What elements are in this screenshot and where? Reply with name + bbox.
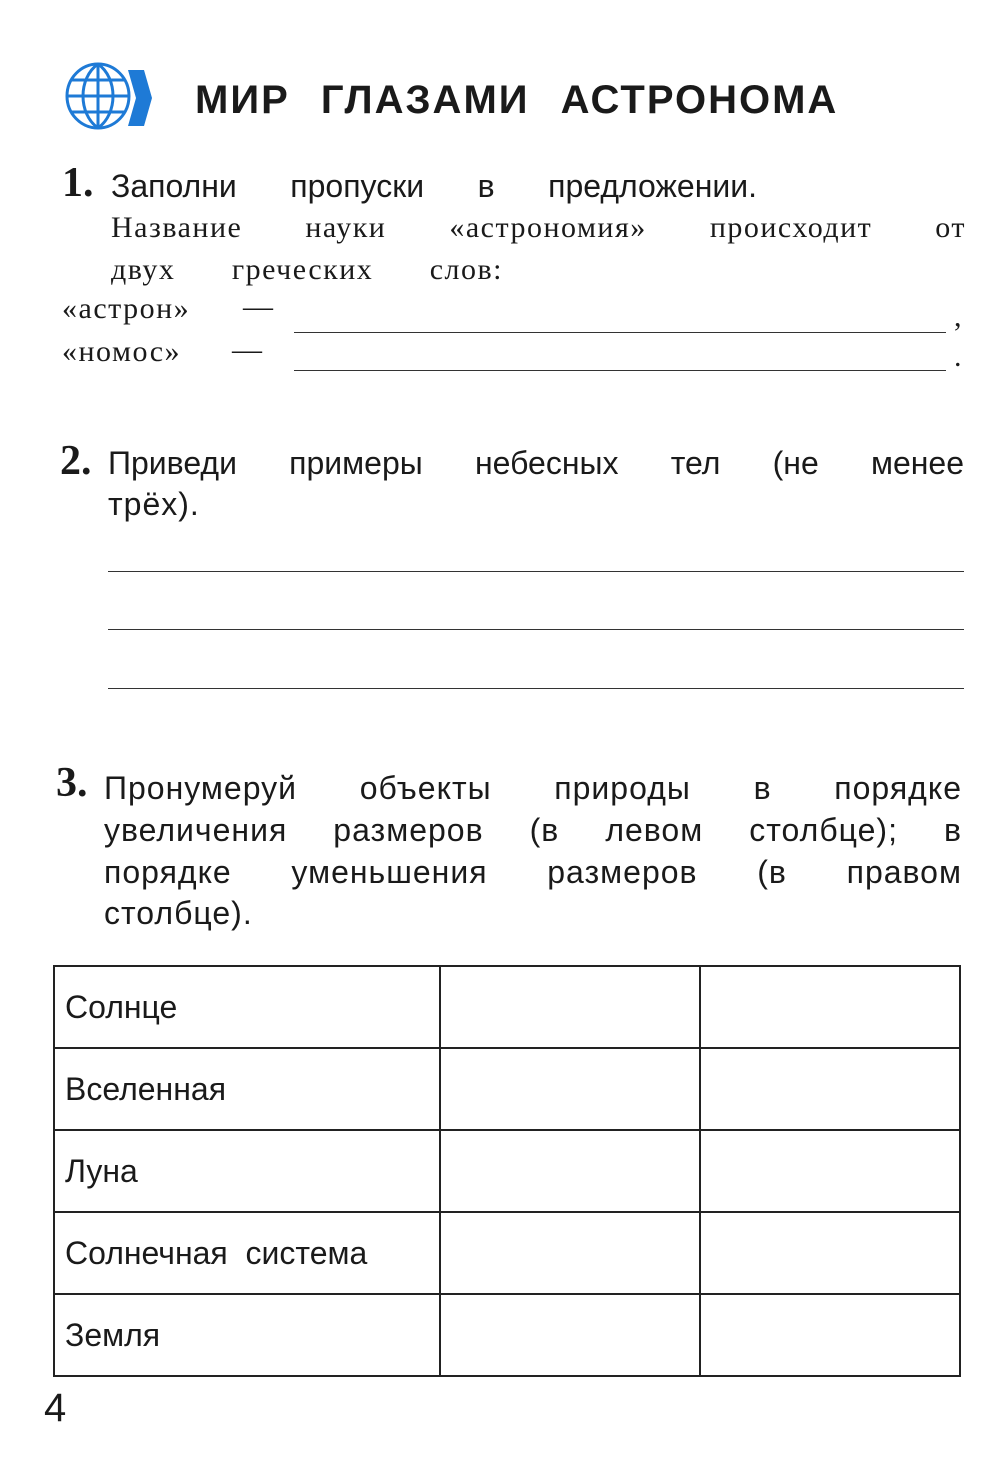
word: науки — [305, 211, 387, 244]
task-3-instruction-line-2 — [104, 810, 962, 850]
answer-line-astron[interactable] — [294, 332, 946, 333]
word: (не — [772, 445, 819, 481]
word: небесных — [474, 445, 619, 481]
word: происходит — [709, 211, 873, 244]
period: . — [954, 340, 962, 373]
increasing-order-cell[interactable] — [440, 1294, 700, 1376]
task-1-number: 1. — [62, 160, 94, 206]
word: предложении. — [548, 168, 757, 204]
object-name: Вселенная — [54, 1048, 440, 1130]
word: столбце); — [749, 812, 898, 848]
word: «астрономия» — [449, 211, 647, 244]
word: Название — [111, 211, 243, 244]
globe-arrow-icon — [62, 60, 154, 136]
word: объекты — [359, 770, 492, 806]
object-name: Луна — [54, 1130, 440, 1212]
increasing-order-cell[interactable] — [440, 1048, 700, 1130]
word: левом — [605, 812, 704, 848]
table-row — [54, 1048, 960, 1130]
task-1-sentence-line-1 — [111, 208, 966, 248]
word: тел — [670, 445, 721, 481]
answer-line-3[interactable] — [108, 688, 964, 689]
answer-line-2[interactable] — [108, 629, 964, 630]
word: порядке — [834, 770, 962, 806]
word: слов: — [429, 253, 503, 286]
task-3-instruction-line-1 — [104, 768, 962, 808]
word: увеличения — [104, 812, 288, 848]
increasing-order-cell[interactable] — [440, 966, 700, 1048]
word: двух — [111, 253, 176, 286]
task-2-number: 2. — [60, 438, 92, 484]
word: пропуски — [290, 168, 425, 204]
page-title: МИР ГЛАЗАМИ АСТРОНОМА — [195, 78, 839, 122]
task-3-number: 3. — [56, 760, 88, 806]
increasing-order-cell[interactable] — [440, 1130, 700, 1212]
decreasing-order-cell[interactable] — [700, 966, 960, 1048]
word: природы — [554, 770, 691, 806]
task-2-instruction-line-2: трёх). — [108, 486, 200, 522]
word: порядке — [104, 854, 232, 890]
dash: — — [243, 290, 273, 323]
decreasing-order-cell[interactable] — [700, 1212, 960, 1294]
word: (в — [757, 854, 787, 890]
increasing-order-cell[interactable] — [440, 1212, 700, 1294]
word: примеры — [289, 445, 423, 481]
page-number: 4 — [44, 1386, 67, 1430]
word: греческих — [231, 253, 374, 286]
word: правом — [846, 854, 962, 890]
decreasing-order-cell[interactable] — [700, 1130, 960, 1212]
word: (в — [529, 812, 560, 848]
table-row — [54, 966, 960, 1048]
word: в — [753, 770, 772, 806]
decreasing-order-cell[interactable] — [700, 1048, 960, 1130]
decreasing-order-cell[interactable] — [700, 1294, 960, 1376]
dash: — — [232, 333, 262, 366]
term-astron: «астрон» — [62, 292, 191, 325]
word: от — [935, 211, 966, 244]
word: в — [943, 812, 962, 848]
table-row — [54, 1130, 960, 1212]
table-row — [54, 1294, 960, 1376]
term-nomos: «номос» — [62, 335, 182, 368]
task-3-instruction-line-3 — [104, 852, 962, 892]
word: размеров — [547, 854, 698, 890]
answer-line-nomos[interactable] — [294, 370, 946, 371]
object-name: Солнце — [54, 966, 440, 1048]
table-row — [54, 1212, 960, 1294]
word: Приведи — [108, 445, 237, 481]
word: в — [477, 168, 495, 204]
word: размеров — [333, 812, 484, 848]
answer-line-1[interactable] — [108, 571, 964, 572]
object-name: Земля — [54, 1294, 440, 1376]
task-2-instruction-line-1 — [108, 443, 964, 483]
task-1-instruction — [111, 166, 757, 206]
word: Заполни — [111, 168, 237, 204]
task-3-instruction-line-4: столбце). — [104, 895, 253, 931]
word: менее — [870, 445, 964, 481]
word: уменьшения — [291, 854, 488, 890]
task-1-sentence-line-2 — [111, 250, 503, 290]
objects-table — [53, 965, 961, 1377]
comma: , — [954, 300, 962, 333]
word: Пронумеруй — [104, 770, 298, 806]
object-name: Солнечная система — [54, 1212, 440, 1294]
